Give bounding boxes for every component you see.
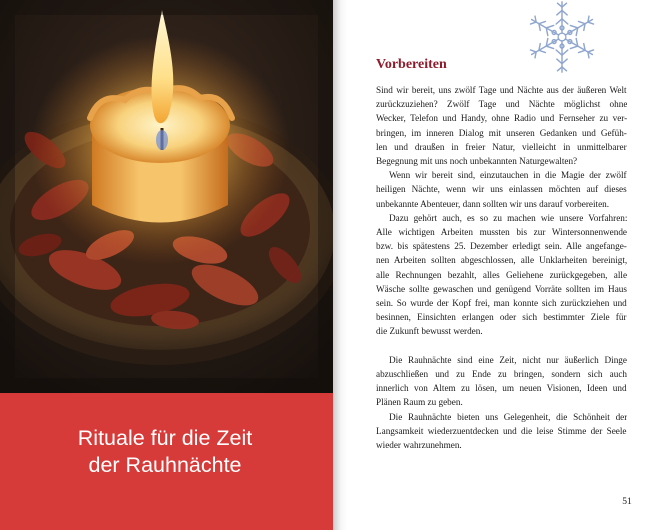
text-line: wieder wahrzunehmen. — [376, 440, 462, 451]
text-line: Die Rauhnächte sind eine Zeit, nicht nur äußerlich Dinge — [389, 354, 627, 365]
text-line: unbekannte Abenteuer, dann sollten wir uns darauf vorbereiten. — [376, 198, 610, 209]
chapter-title — [15, 425, 315, 479]
text-line — [376, 339, 627, 353]
title-band — [0, 393, 333, 530]
text-line: Wenn wir bereit sind, einzutauchen in die Magie der zwölf — [389, 170, 627, 181]
text-line: len und draußen in freier Natur, vielleicht in unmittelbarer — [376, 141, 627, 152]
text-line: Dazu gehört auch, es so zu machen wie unsere Vorfahren: — [389, 212, 627, 223]
right-page — [333, 0, 667, 530]
text-line: Alle wichtigen Arbeiten mussten bis zur Wintersonnenwende — [376, 227, 627, 238]
chapter-title-line: Rituale für die Zeit — [77, 426, 253, 450]
text-line: Wecker, Telefon und Handy, ohne Radio und Fernseher zu ver- — [376, 113, 627, 124]
left-page — [0, 0, 333, 530]
snowflake-icon — [503, 0, 621, 76]
text-line: sein. So wurde der Kopf frei, man konnte sich zurückziehen und — [376, 298, 627, 309]
page-number: 51 — [622, 497, 632, 507]
text-line: bzw. bis spätestens 25. Dezember erledigt sein. Alle angefange- — [376, 241, 627, 252]
text-line: die Zukunft bewusst werden. — [376, 326, 483, 337]
text-line: heiligen Nächte, wenn wir uns einlassen möchten auf dieses — [376, 184, 627, 195]
text-line: Plänen Raum zu geben. — [376, 397, 463, 408]
candle-photo — [0, 0, 333, 393]
text-line: besinnen, Einsichten erlangen oder sich bestimmter Ziele für — [376, 312, 627, 323]
text-line: Begegnung mit uns noch unbekannten Naturgewalten? — [376, 156, 578, 167]
text-line: abzuschließen und zu Ende zu bringen, sondern sich auch — [376, 369, 627, 380]
text-line: zurückzuziehen? Zwölf Tage und Nächte möglichst ohne — [376, 99, 627, 110]
section-heading: Vorbereiten — [376, 57, 447, 72]
text-line: bringen, im inneren Dialog mit unseren Gedanken und Gefüh- — [376, 127, 627, 138]
text-line: Die Rauhnächte bieten uns Gelegenheit, die Schönheit der — [389, 411, 627, 422]
text-line: alle Rechnungen bezahlt, alles Geliehene zurückgegeben, alle — [376, 269, 627, 280]
body-text — [376, 83, 627, 452]
text-line: Langsamkeit wiederzuentdecken und die leise Stimme der Seele — [376, 425, 627, 436]
text-line: Sind wir bereit, uns zwölf Tage und Nächte aus der äußeren Welt — [376, 85, 627, 95]
text-line: nen Arbeiten sollten abgeschlossen, alle Unklarheiten bereinigt, — [376, 255, 627, 266]
chapter-title-line: der Rauhnächte — [88, 453, 242, 477]
text-line: innerlich von Altem zu lösen, um neuen Visionen, Ideen und — [376, 383, 627, 394]
text-line: Wäsche sollte gewaschen und genügend Vorräte sollten im Haus — [376, 283, 627, 294]
